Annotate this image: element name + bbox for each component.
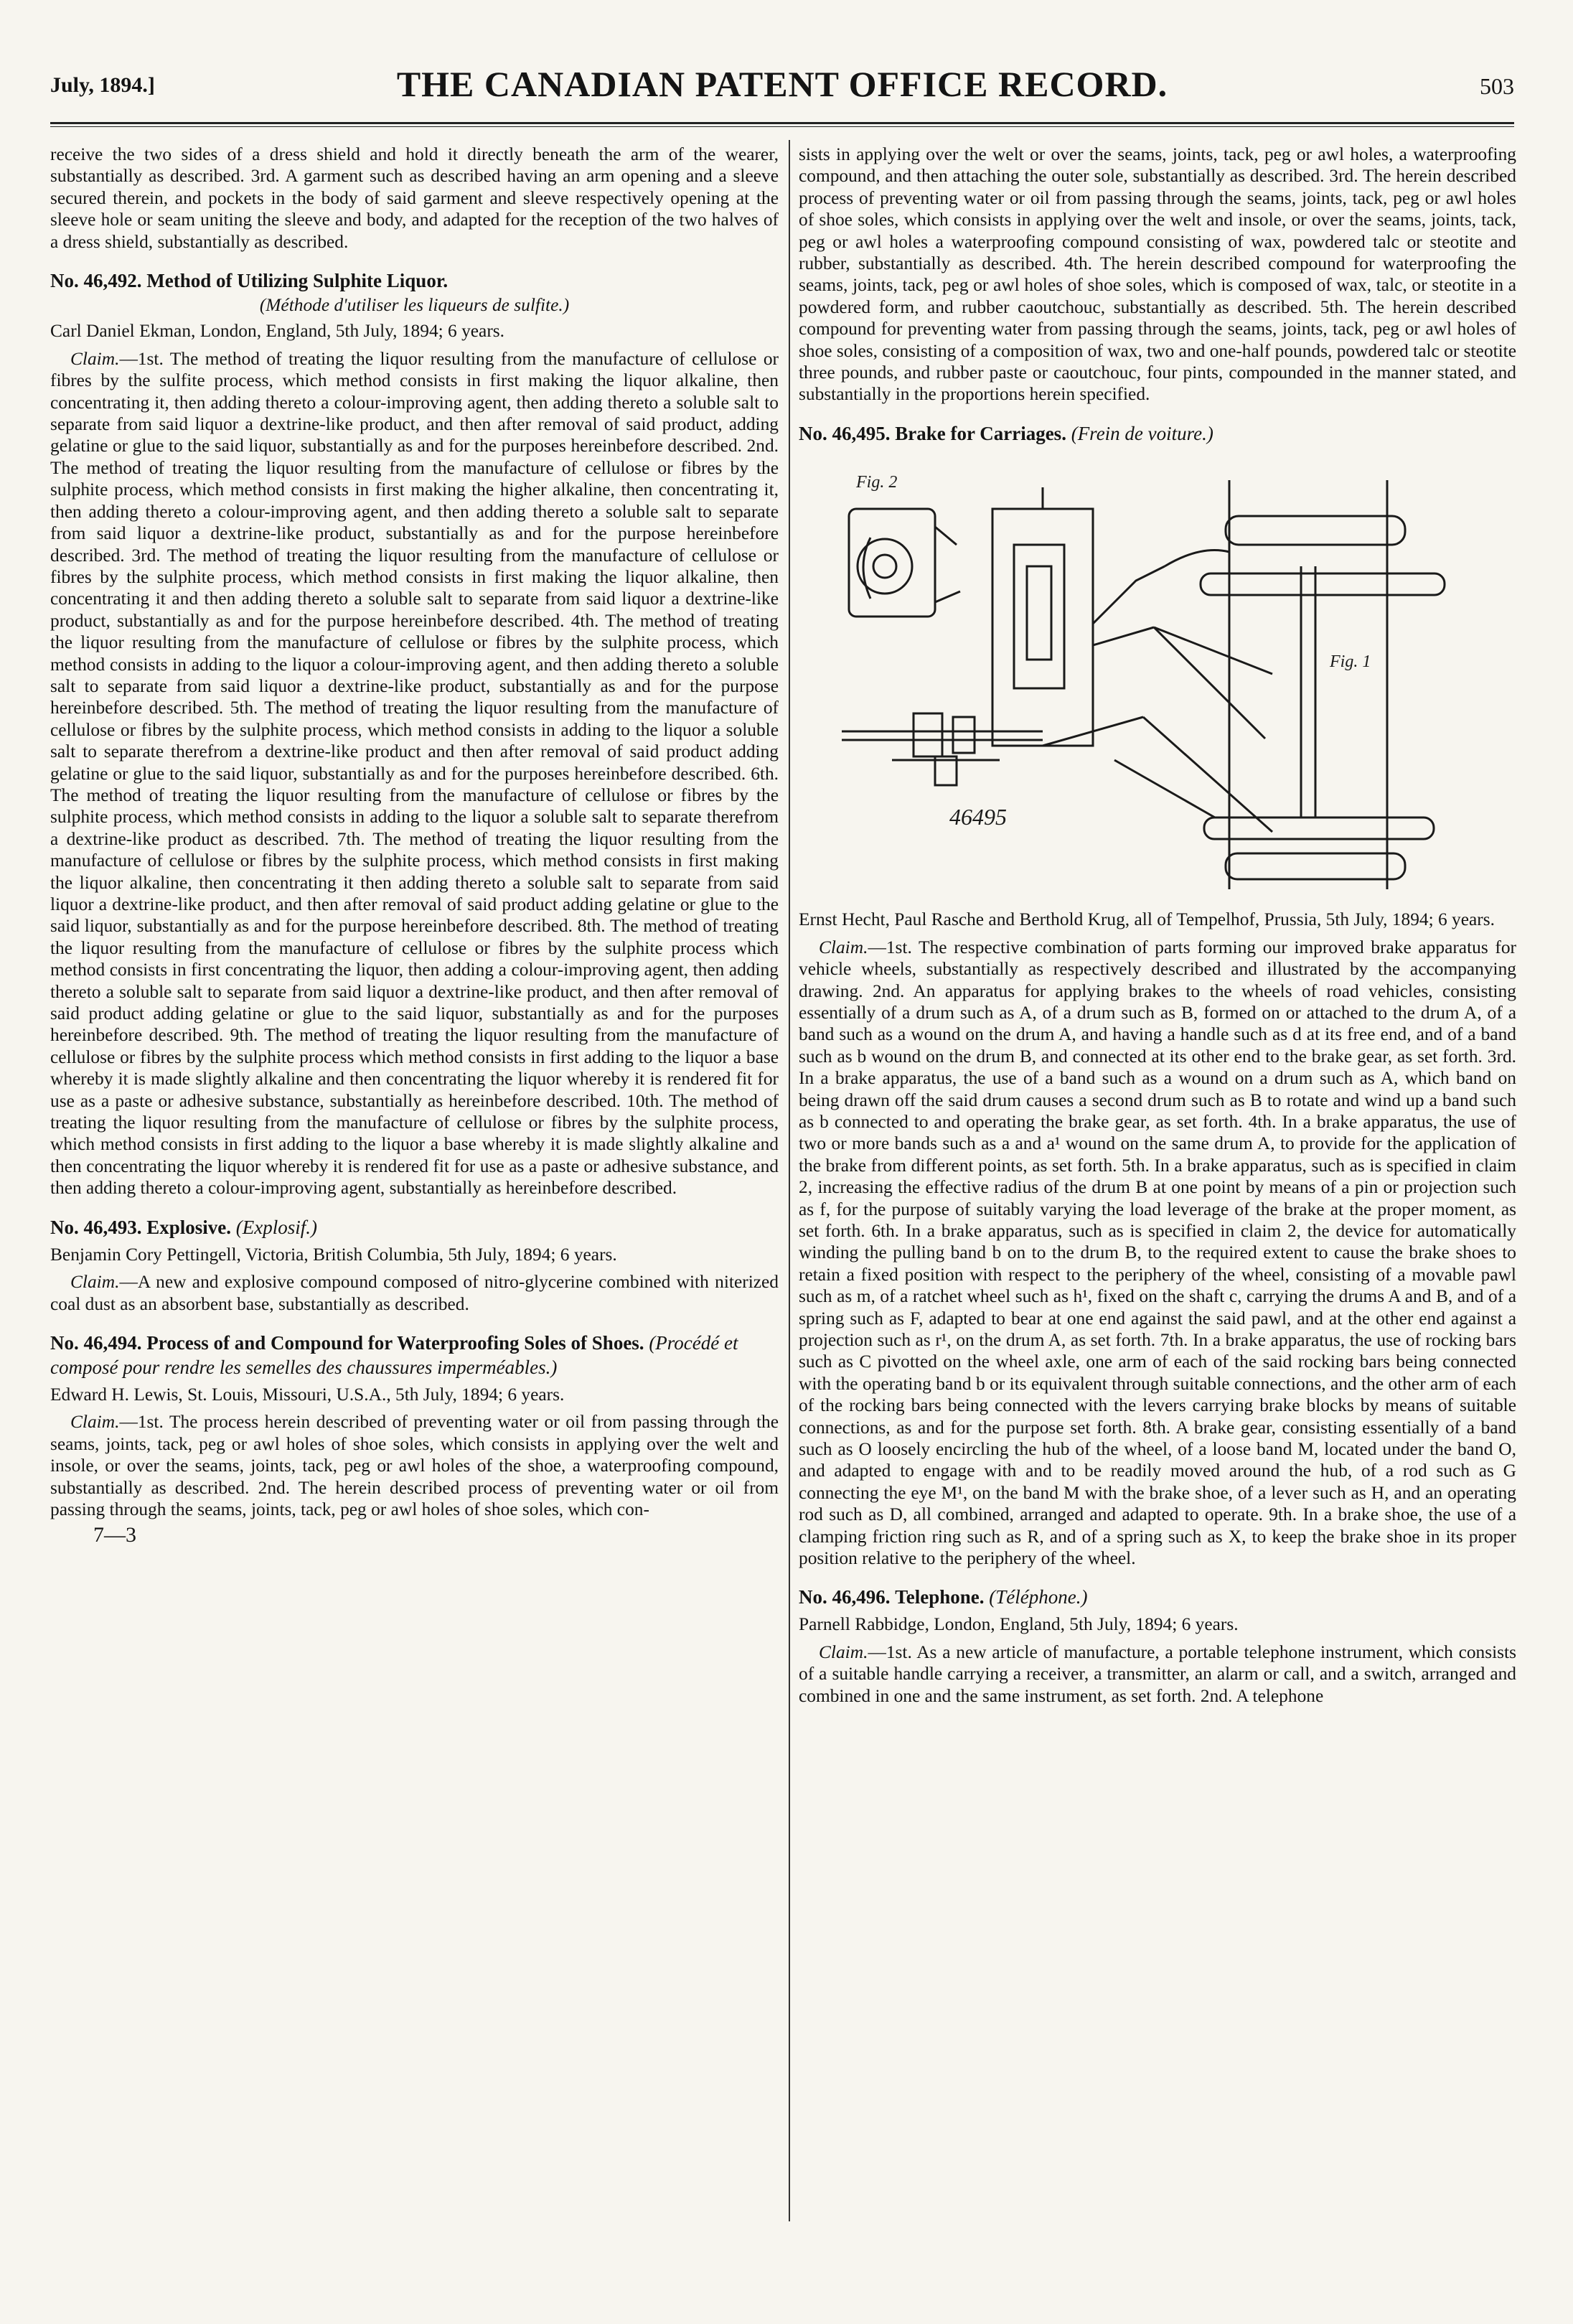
drawing-number: 46495 [949,803,1007,830]
patent-entry-46494 [50,1331,779,1520]
page-number: 503 [1480,73,1514,99]
claim-label: Claim. [819,937,868,957]
drum-housing [992,487,1165,746]
patent-title-french: (Explosif.) [235,1216,318,1238]
signature-mark: 7—3 [93,1523,136,1547]
fig2-drum-detail [849,509,960,617]
patent-entry-46492 [50,268,779,1199]
patent-claim [50,348,779,1199]
claim-text: —1st. The process herein described of preventing water or oil from passing through the seams, joints, tack, peg or awl holes of shoe soles, which consists in applying over the welt and insole, or over the seams, joints, tack, peg or awl holes of the shoe, a waterproofing compound, substantially as described. 2nd. The herein described process of preventing water or oil from passing through the seams, joints, tack, peg or awl holes of shoe soles, which con- [50,1412,779,1519]
patent-title-french: (Méthode d'utiliser les liqueurs de sulfite.) [259,295,570,316]
patent-title-french: (Frein de voiture.) [1071,422,1213,444]
page-header [50,63,1514,113]
patent-number: No. 46,495. [799,422,891,444]
patent-title: Telephone. [895,1586,985,1608]
patent-entry-46496 [799,1585,1516,1707]
header-rule-thin [50,126,1514,127]
header-title: THE CANADIAN PATENT OFFICE RECORD. [396,64,1168,104]
claim-label: Claim. [70,1272,120,1293]
patent-title: Explosive. [146,1216,232,1238]
patent-entry-46493 [50,1215,779,1315]
continued-text: receive the two sides of a dress shield and hold it directly beneath the arm of the wearer, substantially as described. 3rd. A garment such as described having an arm opening and a sleeve secured therein, and pockets in the body of said garment and sleeve respectively opening at the sleeve hole or seam uniting the sleeve and body, and adapted for the reception of the two halves of a dress shield, substantially as described. [50,144,779,252]
left-column [50,144,779,1547]
entry-heading [799,421,1516,446]
entry-heading [799,1585,1516,1609]
continued-text: sists in applying over the welt or over the seams, joints, tack, peg or awl holes, a waterproofing compound, and then attaching the outer sole, substantially as described. 3rd. The herein described process of preventing water or oil from passing through the seams, joints, tack, peg or awl holes of shoe soles, which consists in applying over the welt and insole, or over the seams, joints, tack, peg or awl holes a waterproofing compound consisting of wax, powdered talc or steotite and rubber, substantially as described. 4th. The herein described compound for waterproofing the seams, joints, tack, peg or awl holes of shoe soles, which is composed of wax, talc, or steotite in a powdered form, and rubber caoutchouc, substantially as described. 5th. The herein described compound for preventing water from passing through the seams, joints, tack, peg or awl holes of shoe soles, consisting of a composition of wax, two and one-half pounds, powdered talc or steotite three pounds, and rubber paste or caoutchouc, four pints, compounded in the manner stated, and substantially in the proportions herein specified. [799,144,1516,405]
patent-title: Process of and Compound for Waterproofing Soles of Shoes. [146,1331,644,1354]
patent-number: No. 46,494. [50,1331,142,1354]
claim-text: —1st. The method of treating the liquor resulting from the manufacture of cellulose or fibres by the sulfite process, which method consists in first making the liquor alkaline, then concentrating it, then adding thereto a colour-improving agent, then adding thereto a soluble salt to separate from said liquor a dextrine-like product, and then after removal of said product, adding gelatine or glue to the said liquor, substantially as and for the purposes hereinbefore described. 2nd. The method of treating the liquor resulting from the manufacture of cellulose or fibres by the sulphite process, which method consists in first making the higher alkaline, then concentrating it, then adding thereto a colour-improving agent, and then adding thereto a soluble salt to separate from said liquor a dextrine-like product, substantially as and for the purpose hereinbefore described. 3rd. The method of treating the liquor resulting from the manufacture of cellulose or fibres by the sulphite process, which method consists in first making the liquor alkaline, then concentrating it and then adding thereto a soluble salt to separate from said liquor a dextrine-like product, substantially as and for the purpose hereinbefore described. 4th. The method of treating the liquor resulting from the manufacture of cellulose or fibres by the sulphite process, which method consists in adding to the liquor a colour-improving agent, and then adding thereto a soluble salt to separate from said liquor a dextrine-like product, substantially as and for the purpose hereinbefore described. 5th. The method of treating the liquor resulting from the manufacture of cellulose or fibres by the sulphite process, which method consists in adding to the liquor a soluble salt to separate therefrom a dextrine-like product and then after removal of said product adding gelatine or glue to the said liquor, substantially as and for the purposes hereinbefore described. 6th. The method of treating the liquor resulting from the manufacture of cellulose or fibres by the sulphite process, which method consists in adding to the liquor a soluble salt to separate therefrom a dextrine-like product as described. 7th. The method of treating the liquor resulting from the manufacture of cellulose or fibres by the sulphite process, which method consists in first making the liquor alkaline, then concentrating it then adding thereto a soluble salt to separate from said liquor a dextrine-like product, and then after removal of said product adding gelatine or glue to the said liquor, substantially as and for the purpose hereinbefore described. 8th. The method of treating the liquor resulting from the manufacture of cellulose or fibres by the sulphite process which method consists in first concentrating the liquor, then adding a colour-improving agent, then adding thereto a soluble salt to separate from said liquor a dextrine-like product, and then after removal of said product adding gelatine or glue to the said liquor, substantially as and for the purposes hereinbefore described. 9th. The method of treating the liquor resulting from the manufacture of cellulose or fibres by the sulphite process which method consists in first adding to the liquor a base whereby it is made slightly alkaline and then concentrating the liquor whereby it is rendered fit for use as a paste or adhesive substance, substantially as hereinbefore described. 10th. The method of treating the liquor resulting from the manufacture of cellulose or fibres by the sulphite process, which method consists in first adding to the liquor a base whereby it is made slightly alkaline and then concentrating the liquor whereby it is rendered fit for use as a paste or adhesive substance, and then adding thereto a colour-improving agent, substantially as hereinbefore described. [50,348,779,1199]
entry-heading [50,268,779,293]
patent-applicant: Carl Daniel Ekman, London, England, 5th July, 1894; 6 years. [50,321,505,342]
patent-applicant: Ernst Hecht, Paul Rasche and Berthold Krug, all of Tempelhof, Prussia, 5th July, 1894; 6 years. [799,909,1495,930]
patent-claim [50,1411,779,1520]
patent-title-french: (Procédé et composé pour rendre les semelles des chaussures imperméables.) [50,1331,738,1378]
claim-label: Claim. [819,1641,868,1662]
claim-text: —A new and explosive compound composed of nitro-glycerine combined with niterized coal dust as an absorbent base, substantially as described. [50,1272,779,1314]
fig1-axle-assembly [1043,480,1445,889]
patent-claim [799,1641,1516,1707]
patent-number: No. 46,492. [50,270,142,292]
patent-applicant: Benjamin Cory Pettingell, Victoria, British Columbia, 5th July, 1894; 6 years. [50,1244,617,1265]
patent-title: Brake for Carriages. [895,422,1066,444]
patent-applicant: Parnell Rabbidge, London, England, 5th July, 1894; 6 years. [799,1614,1239,1635]
patent-claim [799,937,1516,1570]
right-column [799,144,1516,1707]
patent-applicant: Edward H. Lewis, St. Louis, Missouri, U.S.A., 5th July, 1894; 6 years. [50,1384,565,1405]
header-date: July, 1894.] [50,73,155,97]
fig1-label: Fig. 1 [1330,652,1371,671]
patent-number: No. 46,493. [50,1216,142,1238]
claim-label: Claim. [70,348,120,369]
patent-title: Method of Utilizing Sulphite Liquor. [146,270,449,292]
column-divider [789,140,790,2221]
patent-number: No. 46,496. [799,1586,891,1608]
patent-claim [50,1271,779,1315]
claim-label: Claim. [70,1412,120,1433]
patent-entry-46495 [799,421,1516,1570]
entry-heading [50,1215,779,1240]
header-rule [50,122,1514,124]
claim-text: —1st. The respective combination of parts forming our improved brake apparatus for vehicle wheels, substantially as respectively described and illustrated by the accompanying drawing. 2nd. An apparatus for applying brakes to the wheels of road vehicles, consisting essentially of a drum such as A, of a drum such as B, formed on or attached to the drum A, of a band such as a wound on the drum A, and having a handle such as d at its free end, and of a band such as b wound on the drum B, and connected at its other end to the brake gear, as set forth. 3rd. In a brake apparatus, the use of a band such as a wound on a drum such as A, which band on being drawn off the said drum causes a second drum such as B to rotate and wind up a band such as b connected to and operating the brake gear, as set forth. 4th. In a brake apparatus, the use of two or more bands such as a and a¹ wound on the same drum A, to provide for the application of the brake from different points, as set forth. 5th. In a brake apparatus, such as is specified in claim 2, increasing the effective radius of the drum B at one point by means of a pin or projection such as f, for the purpose of suitably varying the load leverage of the brake at the proper moment, as set forth. 6th. In a brake apparatus, such as is specified in claim 2, the device for automatically winding the pulling band b on to the drum B, to the required extent to cause the brake shoes to retain a fixed position with respect to the periphery of the wheel, consisting of a movable pawl such as m, of a ratchet wheel such as h¹, fixed on the shaft c, carrying the drums A and B, and of a spring such as F, adapted to bear at one end against the said pawl, and at the other end against a projection such as r¹, on the drum A, as set forth. 7th. In a brake apparatus, the use of rocking bars such as C pivotted on the wheel axle, one arm of each of the said rocking bars being connected with the operating band b or its equivalent through suitable connections, and the other arm of each of the rocking bars being connected with the levers carrying brake blocks by means of suitable connections, as and for the purpose set forth. 8th. A brake gear, consisting essentially of a band such as O loosely encircling the hub of the wheel, of a loose band M, located under the band O, and adapted to engage with and to be readily moved around the hub, of a rod such as G connecting the eye M¹, on the band M with the brake shoe, of a lever such as H, and an operating rod such as D, all combined, arranged and adapted to operate. 9th. In a brake shoe, the use of a clamping friction ring such as R, and of a spring such as X, to keep the brake shoe in its proper position relative to the periphery of the wheel. [799,937,1516,1569]
claim-text: —1st. As a new article of manufacture, a portable telephone instrument, which consists of a suitable handle carrying a receiver, a transmitter, an alarm or call, and a switch, arranged and combined in one and the same instrument, as set forth. 2nd. A telephone [799,1641,1516,1706]
entry-heading [50,1331,779,1379]
shaft-linkage [842,713,1043,785]
brake-drawing [827,459,1502,889]
fig2-label: Fig. 2 [856,472,898,492]
patent-title-french: (Téléphone.) [989,1586,1088,1608]
